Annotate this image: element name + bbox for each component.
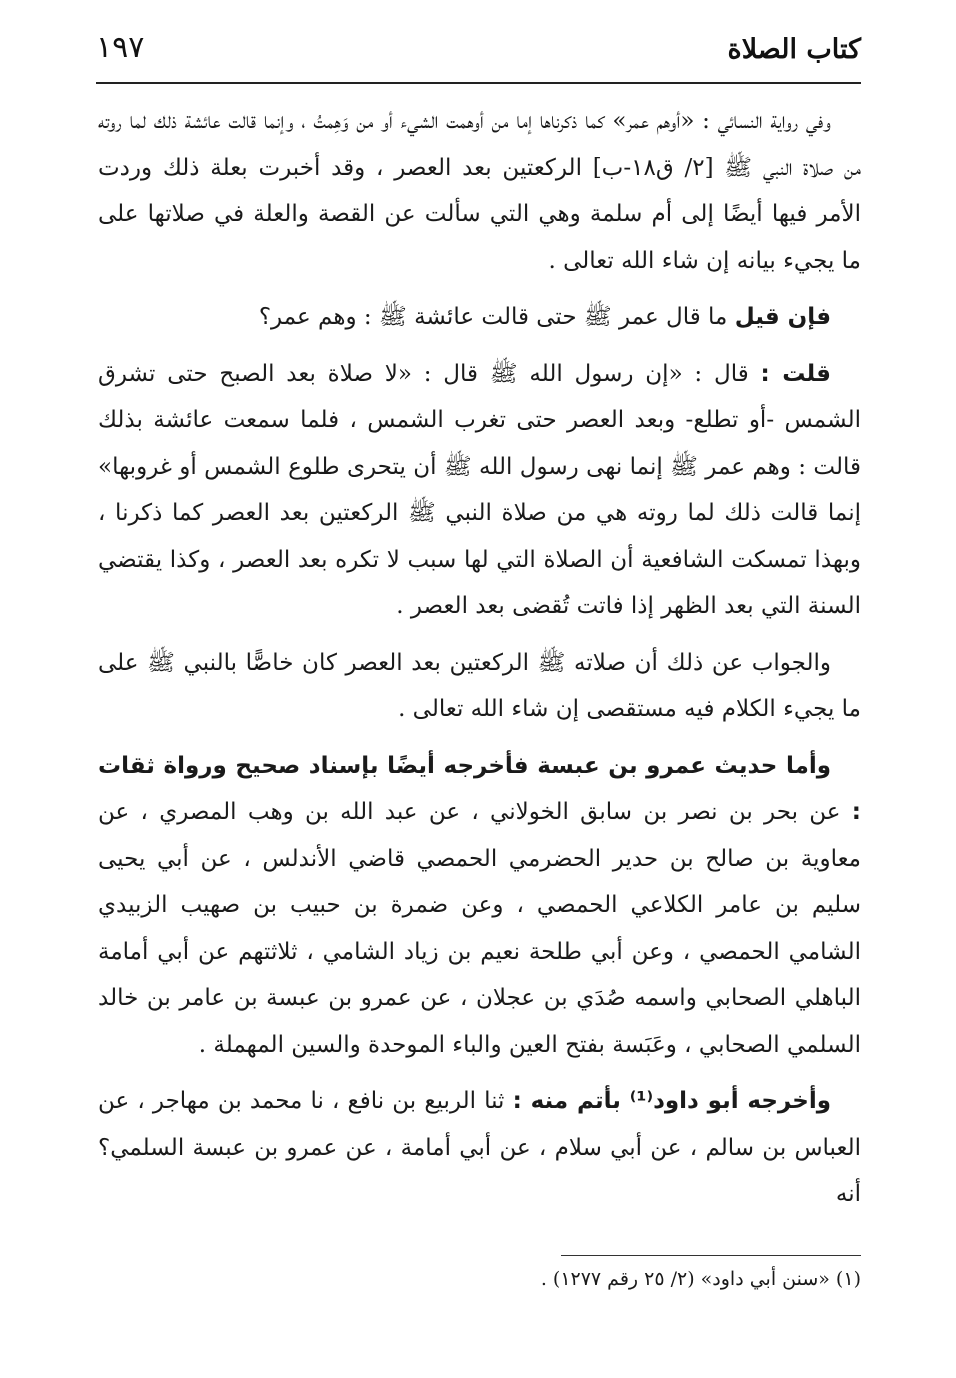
page-header <box>96 30 861 80</box>
paragraph-lead: وأما حديث عمرو بن عبسة فأخرجه أيضًا بإسناد صحيح ورواة ثقات : <box>98 752 861 825</box>
paragraph-lead: فإن قيل <box>734 304 831 330</box>
header-divider <box>96 82 861 84</box>
page-number: ١٩٧ <box>96 30 145 65</box>
paragraph-text: ثنا الربيع بن نافع ، نا محمد بن مهاجر ، عن العباس بن سالم ، عن أبي سلام ، عن أبي أمامة ، عن عمرو بن عبسة السلمي؟ أنه <box>98 1088 861 1207</box>
paragraph-5 <box>98 743 861 1069</box>
paragraph-text: وفي رواية النسائي : «أوهم عمر» كما ذكرناها إما من أوهمت الشيء أو من وَهِمتُ ، وإنما قالت عائشة ذلك لما روته من صلاة النبي ﷺ [٢/ ق١٨-ب] الركعتين بعد العصر ، وقد أخبرت بعلة ذلك وردت الأمر فيها أيضًا إلى أم سلمة وهي التي سألت عن القصة والعلة في صلاتها على ما يجيء بيانه إن شاء الله تعالى . <box>98 108 862 274</box>
paragraph-text: ما قال عمر ﷺ حتى قالت عائشة ﷺ : وهم عمر؟ <box>258 304 735 330</box>
paragraph-text: قال : «إن رسول الله ﷺ قال : «لا صلاة بعد الصبح حتى تشرق الشمس -أو تطلع- وبعد العصر حتى تغرب الشمس ، فلما سمعت عائشة بذلك قالت : وهم عمر ﷺ إنما نهى رسول الله ﷺ أن يتحرى طلوع الشمس أو غروبها» إنما قالت ذلك لما روته هي من صلاة النبي ﷺ الركعتين بعد العصر كما ذكرنا ، وبهذا تمسكت الشافعية أن الصلاة التي لها سبب لا تكره بعد العصر ، وكذا يقتضي السنة التي بعد الظهر إذا فاتت تُقضى بعد العصر . <box>98 360 861 619</box>
paragraph-4 <box>98 640 861 733</box>
footnote-divider <box>561 1255 861 1256</box>
paragraph-2 <box>98 294 861 341</box>
paragraph-lead: وأخرجه أبو داود⁽¹⁾ بأتم منه : <box>512 1088 831 1114</box>
paragraph-text: عن بحر بن نصر بن سابق الخولاني ، عن عبد الله بن وهب المصري ، عن معاوية بن صالح بن حدير الحضرمي الحمصي قاضي الأندلس ، عن أبي يحيى سليم بن عامر الكلاعي الحمصي ، وعن ضمرة بن حبيب بن صهيب الزبيدي الشامي الحمصي ، وعن أبي طلحة نعيم بن زياد الشامي ، ثلاثتهم عن أبي أمامة الباهلي الصحابي واسمه صُدَي بن عجلان ، عن عمرو بن عبسة بن عامر بن خالد السلمي الصحابي ، وعَبَسة بفتح العين والباء الموحدة والسين المهملة . <box>98 799 861 1058</box>
paragraph-1 <box>98 98 861 284</box>
paragraph-text: والجواب عن ذلك أن صلاته ﷺ الركعتين بعد العصر كان خاصًّا بالنبي ﷺ على ما يجيء الكلام فيه مستقصى إن شاء الله تعالى . <box>98 649 861 722</box>
paragraph-6 <box>98 1078 861 1218</box>
paragraph-3 <box>98 351 861 630</box>
body-text <box>98 98 861 1228</box>
paragraph-lead: قلت : <box>760 360 831 387</box>
book-title: كتاب الصلاة <box>727 34 861 65</box>
footnote: (١) «سنن أبي داود» (٢/ ٢٥ رقم ١٢٧٧) . <box>540 1268 861 1290</box>
